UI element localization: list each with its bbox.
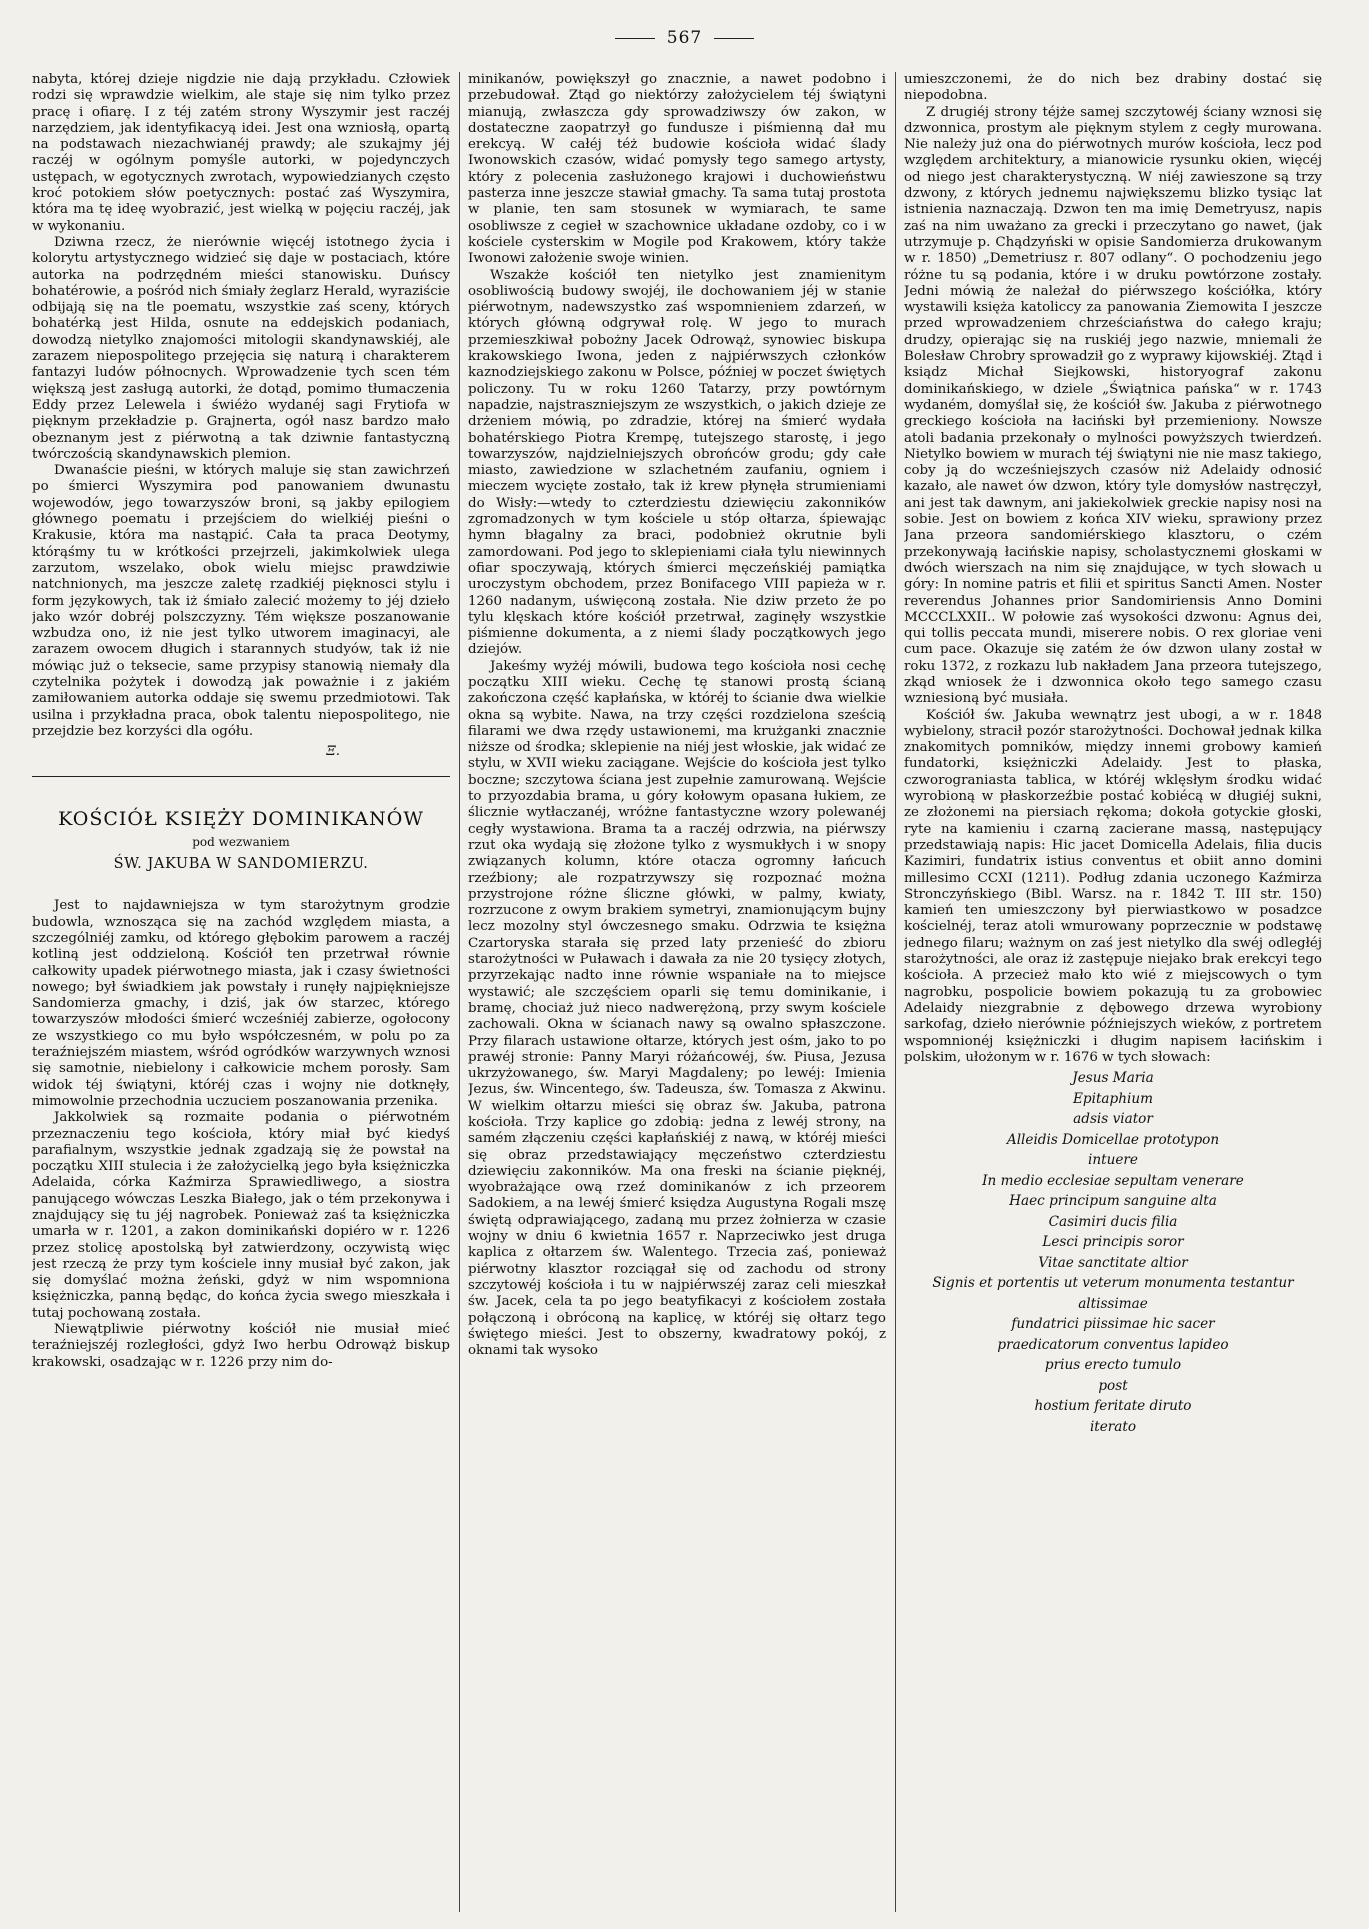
author-signature: Ξ. [326,744,340,760]
paragraph: Jakkolwiek są rozmaite podania o piérwotném przeznaczeniu tego kościoła, który miał być kiedyś parafialnym, wszystkie jednak zgadzają się że powstał na początku XIII stulecia i że założycielką jego była księżniczka Adelaida, córka Kaźmirza Sprawiedliwego, a siostra panującego wówczas Leszka Białego, jak o tém przekonywa i znajdujący się tu jéj nagrobek. Ponieważ zaś ta księżniczka umarła w r. 1201, a zakon dominikański dopiéro w r. 1226 przez stolicę apostolską był zatwierdzony, oczywistą więc jest rzeczą że przy tym kościele inny musiał być zakon, jak się domyślać można żeński, gdyż w nim wspomniona księżniczka, panną będąc, do końca życia swego mieszkała i tutaj pochowaną została. [32,1110,450,1321]
column-divider [459,72,460,1912]
epitaph-line: Haec principum sanguine alta [1009,1193,1217,1210]
column-divider [895,72,896,1912]
epitaph-line: intuere [1088,1152,1138,1169]
epitaph-line: prius erecto tumulo [1044,1357,1182,1374]
paragraph: Z drugiéj strony téjże samej szczytowéj ściany wznosi się dzwonnica, prostym ale pięknym stylem z cegły murowana. Nie należy już ona do piérwotnych murów kościoła, lecz pod względem architektury, a mianowicie rysunku okien, więcéj od niego jest charakterystyczną. W niéj zawieszone są trzy dzwony, z których jednemu największemu blizko tysiąc lat istnienia naznaczają. Dzwon ten ma imię Demetryusz, napis zaś na nim uważano za grecki i przeczytano go nawet, (jak utrzymuje p. Chądzyński w opisie Sandomierza drukowanym w r. 1850) „Demetriusz r. 807 odlany“. O pochodzeniu jego różne tu są podania, które i w druku powtórzone zostały. Jedni mówią że należał do piérwszego kościółka, który wystawili księża katoliccy za panowania Ziemowita I jeszcze przed wprowadzeniem chrześciaństwa do całego kraju; drudzy, opierając się na ruskiéj jego nazwie, mniemali że Bolesław Chrobry sprowadził go z wyprawy kijowskiéj. Ztąd i ksiądz Michał Siejkowski, historyograf zakonu dominikańskiego, w dziele „Świątnica pańska“ w r. 1743 wydaném, domyślał się, że kościół św. Jakuba z piérwotnego greckiego kościoła na łaciński był przemieniony. Nowsze atoli badania przekonały o mylności powyższych twierdzeń. Nietylko bowiem w murach téj świątyni nie nie masz takiego, coby ją do wcześniejszych czasów niż Adelaidy odnosić kazało, ale nawet ów dzwon, który tyle domysłów nastręczył, ani jest tak dawnym, ani jakiekolwiek greckie napisy nosi na sobie. Jest on bowiem z końca XIV wieku, sprawiony przez Jana przeora sandomiérskiego klasztoru, o czém przekonywają łacińskie napisy, scholastycznemi głoskami w dwóch wierszach na nim się znajdujące, w tych słowach u góry: In nomine patris et filii et spiritus Sancti Amen. Noster reverendus Johannes prior Sandomiriensis Anno Domini MCCCLXXII.. W połowie zaś wysokości dzwonu: Agnus dei, qui tollis peccata mundi, miserere nobis. O rex gloriae veni cum pace. Okazuje się zatém że ów dzwon ulany został w roku 1372, z rozkazu lub nakładem Jana przeora tutejszego, zkąd wniosek że i dzwonnica około tego samego czasu wzniesioną być musiała. [904,104,1322,707]
page-number: 567 [0,28,1369,48]
paragraph: Kościół św. Jakuba wewnątrz jest ubogi, a w r. 1848 wybielony, stracił pozór starożytności. Dochował jednak kilka znakomitych pomników, między innemi grobowy kamień fundatorki, księżniczki Adelaidy. Jest to płaska, czworograniasta tablica, w któréj wklęsłym środku widać wyrobioną w płaskorzeźbie postać kobiécą w długiéj sukni, ze złożonemi na piersiach rękoma; dokoła gotyckie głoski, ryte na kamieniu i czarną zacierane massą, następujący przedstawiają napis: Hic jacet Domicella Adelais, filia ducis Kazimiri, fundatrix istius conventus et obiit anno domini millesimo CCXI (1211). Podług zdania uczonego Kaźmirza Stronczyńskiego (Bibl. Warsz. na r. 1842 T. III str. 150) kamień ten umieszczony był pierwiastkowo w posadzce kościelnéj, teraz atoli wmurowany poprzecznie w podstawę jednego filaru; ważnym on zaś jest nietylko dla swéj odległéj starożytności, ale oraz iż zastępuje niejako brak erekcyi tego kościoła. A przecież mało kto wié z miejscowych o tym nagrobku, pospolicie bowiem pokazują tu za grobowiec Adelaidy niezgrabnie z dębowego drzewa wyrobiony sarkofag, dzieło nierównie późniejszych wieków, z portretem wspomnionéj księżniczki i długim napisem łacińskim i polskim, ułożonym w r. 1676 w tych słowach: [904,707,1322,1065]
epitaph-line: Lesci principis soror [1042,1234,1184,1251]
epitaph-line: hostium feritate diruto [1034,1398,1192,1415]
epitaph-line: altissimae [1078,1295,1148,1312]
column-1 [32,72,450,1912]
epitaph-line: adsis viator [1073,1111,1153,1128]
article-separator [32,776,450,777]
paragraph: Dziwna rzecz, że nierównie więcéj istotnego życia i kolorytu artystycznego widzieć się daje w postaciach, które autorka na podrzędném mieści stanowisku. Duńscy bohatérowie, a pośród nich śmiały żeglarz Herald, wyraziście odbijają się na tle poematu, wszystkie zaś sceny, których bohatérką jest Hilda, osnute na eddejskich podaniach, dowodzą nietylko znajomości mitologii skandynawskiéj, ale zarazem niepospolitego przejęcia się naturą i charakterem fantazyi ludów północnych. Wprowadzenie tych scen tém większą jest zasługą autorki, że dotąd, pomimo tłumaczenia Eddy przez Lelewela i świéżo wydanéj sagi Frytiofa w pięknym przekładzie p. Grajnerta, ogół nasz bardzo mało obeznanym jest z piérwotną a tak dziwnie fantastyczną twórczością skandynawskich plemion. [32,234,450,462]
epitaph-line: Alleidis Domicellae prototypon [1006,1131,1220,1148]
article-subtitle: pod wezwaniem [192,834,290,849]
column-2 [468,72,886,1912]
article-title: KOŚCIÓŁ KSIĘŻY DOMINIKANÓW [58,808,424,831]
epitaph-line: post [1098,1377,1128,1394]
paragraph: Jest to najdawniejsza w tym starożytnym grodzie budowla, wznosząca się na zachód względem miasta, a szczególniéj zamku, od którego głębokim parowem a raczéj kotliną jest oddzieloną. Kościół ten przetrwał równie całkowity upadek piérwotnego miasta, jak i czasy świetności nowego; był świadkiem jak powstały i runęły najpiękniejsze Sandomierza gmachy, i dziś, jak ów starzec, którego towarzyszów młodości śmierć wcześniéj zabierze, ogołocony ze wszystkiego co mu było współczesném, w polu po za teraźniejszém miastem, wśród ogródków warzywnych wznosi się samotnie, niebielony i całkowicie mchem porosły. Sam widok téj świątyni, któréj czas i wojny nie dotknęły, mimowolnie przechodnia uczuciem poszanowania przenika. [32,898,450,1109]
epitaph-line: In medio ecclesiae sepultam venerare [982,1172,1244,1189]
epitaph-line: Signis et portentis ut veterum monumenta testantur [932,1275,1294,1292]
latin-epitaph [904,1068,1322,1437]
epitaph-line: Epitaphium [1073,1090,1153,1107]
epitaph-line: Jesus Maria [1072,1070,1154,1087]
epitaph-line: Vitae sanctitate altior [1038,1254,1188,1271]
epitaph-line: fundatrici piissimae hic sacer [1011,1316,1215,1333]
paragraph: nabyta, której dzieje nigdzie nie dają przykładu. Człowiek rodzi się wprawdzie wielkim, ale staje się nim tylko przez pracę i ofiarę. I z téj zatém strony Wyszymir jest raczéj narzędziem, jak identyfikacyą idei. Jest ona wzniosłą, opartą na podstawach niezachwianéj prawdy; ale szukajmy jéj raczéj w ogólnym pomyśle autorki, w pojedynczych ustępach, w egotycznych zwrotach, wypowiedzianych często kroć potokiem słów poetycznych: postać zaś Wyszymira, która ma tę ideę wyobrazić, jest wielką w pojęciu raczéj, jak w wykonaniu. [32,72,450,234]
paragraph: Niewątpliwie piérwotny kościół nie musiał mieć teraźniejszéj rozległości, gdyż Iwo herbu Odrowąż biskup krakowski, osadzając w r. 1226 przy nim do- [32,1322,450,1370]
column-3 [904,72,1322,1912]
article-location: ŚW. JAKUBA W SANDOMIERZU. [113,856,369,873]
epitaph-line: Casimiri ducis filia [1048,1213,1178,1230]
epitaph-line: praedicatorum conventus lapideo [997,1336,1229,1353]
paragraph: Jakeśmy wyżéj mówili, budowa tego kościoła nosi cechę początku XIII wieku. Cechę tę stanowi prostą ścianą zakończona część kapłańska, w któréj to ścianie dwa wielkie okna są wybite. Nawa, na trzy części rozdzielona sześcią filarami we dwa rzędy ustawionemi, ma krużganki znacznie niższe od środka; sklepienie na niéj jest włoskie, jak widać ze stylu, w XVII wieku zaciągane. Wejście do kościoła jest tylko boczne; szczytowa ściana jest zupełnie zamurowaną. Wejście to przyozdabia brama, u góry kołowym opasana łukiem, ze ślicznie wytłaczanéj, wróżne fantastyczne wzory polewanéj cegły wystawiona. Brama ta a raczéj odrzwia, na piérwszy rzut oka wydają się złożone tylko z wysmukłych i w snopy związanych kolumn, które otacza ogromny łańcuch rzeźbiony; ale rozpatrzywszy się rozpoznać można przystrojone różne śliczne główki, w palmy, kwiaty, rozrzucone z owym brakiem symetryi, znamionującym bujny lecz mozolny styl ówczesnego smaku. Odrzwia te księżna Czartoryska starała się przed laty przenieść do zbioru starożytności w Puławach i dawała za nie 20 tysięcy złotych, przyrzekając nadto inne równie wspaniałe na to miejsce wystawić; ale szczęściem oparli się temu dominikanie, i bramę, chociaż już nieco nadwerężoną, przy swym kościele zachowali. Okna w ścianach nawy są owalno spłaszczone. Przy filarach ustawione ołtarze, których jest ośm, jako to po prawéj stronie: Panny Maryi różańcowéj, św. Piusa, Jezusa ukrzyżowanego, św. Maryi Magdaleny; po lewéj: Imienia Jezus, św. Wincentego, św. Tadeusza, św. Tomasza z Akwinu. W wielkim ołtarzu mieści się obraz św. Jakuba, patrona kościoła. Trzy kaplice go zdobią: jedna z lewéj strony, na samém złączeniu części kapłańskiéj z nawą, w któréj mieści się obraz przedstawiający męczeństwo czterdziestu dziewięciu zakonników. Ma ona freski na ścianie pięknéj, wyobrażające ową rzeź dominikanów z ich przeorem Sadokiem, a na lewéj śmierć księdza Augustyna Rogali mszę świętą odprawiającego, zadaną mu przez żołnierza w czasie wojny w dniu 6 kwietnia 1657 r. Naprzeciwko jest druga kaplica z ołtarzem św. Walentego. Trzecia zaś, ponieważ piérwotny klasztor rozciągał się od zachodu od strony szczytowéj kościoła i tu w najpiérwszéj zaraz celi mieszkał św. Jacek, cela ta po jego beatyfikacyi z kościołem została połączoną i obróconą na kaplicę, w któréj się ołtarz tego świętego mieści. Jest to obszerny, kwadratowy pokój, z oknami tak wysoko [468,658,886,1359]
paragraph: Wszakże kościół ten nietylko jest znamienitym osobliwością budowy swojéj, ile dochowaniem jéj w stanie piérwotnym, nadewszystko zaś wspomnieniem zdarzeń, w których główną odgrywał rolę. W jego to murach przemieszkiwał pobożny Jacek Odrowąż, synowiec biskupa krakowskiego Iwona, jeden z najpiérwszych członków kaznodziejskiego zakonu w Polsce, później w poczet świętych policzony. Tu w roku 1260 Tatarzy, przy powtórnym napadzie, najstraszniejszym ze wszystkich, o jakich dzieje ze drżeniem mówią, po zdradzie, której na śmierć wydała bohatérskiego Piotra Krempę, tutejszego starostę, i jego towarzyszów, najdzielniejszych obrońców grodu; gdy całe miasto, zawiedzione w szlachetném zaufaniu, ogniem i mieczem wycięte zostało, tak iż krew płynęła strumieniami do Wisły:—wtedy to czterdziestu dziewięciu zakonników zgromadzonych w tym kościele u stóp ołtarza, śpiewając hymn błagalny za braci, podobnież okrutnie byli zamordowani. Pod jego to sklepieniami ciała tylu niewinnych ofiar spoczywają, których śmierci męczeńskiéj pamiątka uroczystym obchodem, przez Bonifacego VIII papieża w r. 1260 nadanym, uświęconą została. Nie dziw przeto że po tylu klęskach które kościół przetrwał, zaginęły wszystkie piśmienne dokumenta, a z niemi ślady początkowych jego dziejów. [468,267,886,658]
paragraph: minikanów, powiększył go znacznie, a nawet podobno i przebudował. Ztąd go niektórzy założycielem téj świątyni mianują, zwłaszcza gdy sprowadziwszy ów zakon, w dostateczne zaopatrzył go fundusze i piśmienną dał mu erekcyą. W całéj téż budowie kościoła widać ślady Iwonowskich czasów, widać pomysły tego samego artysty, który z polecenia zasłużonego krajowi i duchowieństwu pasterza inne jeszcze stawiał gmachy. Ta sama tutaj prostota w planie, ten sam stosunek w wymiarach, te same osobliwsze z cegieł w szachownice układane ozdoby, co i w kościele cysterskim w Mogile pod Krakowem, który także Iwonowi założenie swoje winien. [468,72,886,267]
paragraph: umieszczonemi, że do nich bez drabiny dostać się niepodobna. [904,72,1322,104]
epitaph-line: iterato [1089,1418,1137,1435]
paragraph: Dwanaście pieśni, w których maluje się stan zawichrzeń po śmierci Wyszymira pod panowaniem dwunastu wojewodów, jego towarzyszów broni, są jakby epilogiem głównego poematu i przejściem do wielkiéj pieśni o Krakusie, która ma nastąpić. Cała ta praca Deotymy, którąśmy tu w krótkości przejrzeli, jakimkolwiek ulega zarzutom, wszelako, obok wielu miejsc prawdziwie natchnionych, ma jeszcze zaletę rzadkiéj pięknosci stylu i form językowych, tak iż śmiało zalecić możemy to jéj dzieło jako wzór dobréj polszczyzny. Tém większe poszanowanie wzbudza ono, iż nie jest tylko utworem imaginacyi, ale zarazem owocem długich i starannych studyów, tak iż nie mówiąc już o teksecie, same przypisy stanowią niemały dla czytelnika pożytek i dowodzą jak poważnie i z jakiém zamiłowaniem autorka oddaje się swemu przedmiotowi. Tak usilna i przykładna praca, obok talentu niepospolitego, nie przejdzie bez korzyści dla ogółu. [32,463,450,739]
